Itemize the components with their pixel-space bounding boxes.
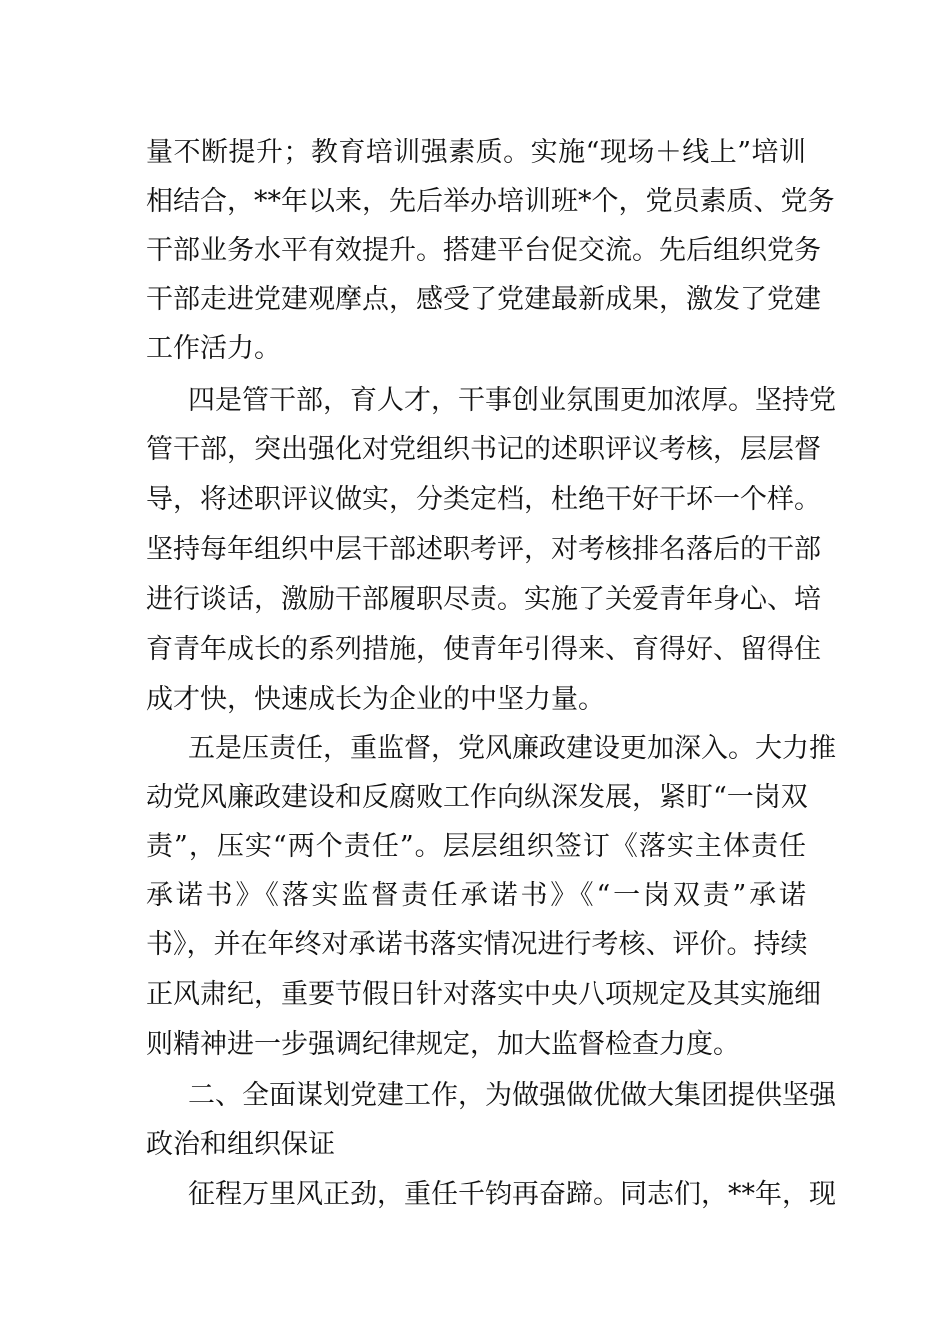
paragraph-heading-4: 四是管干部，育人才，干事创业氛围更加浓厚。坚持党	[188, 385, 836, 416]
text-line: 承诺书》《落实监督责任承诺书》《“一岗双责”承诺	[146, 880, 806, 911]
text-line: 育青年成长的系列措施，使青年引得来、育得好、留得住	[146, 634, 821, 665]
paragraph-heading-5: 五是压责任，重监督，党风廉政建设更加深入。大力推	[188, 733, 836, 764]
text-line: 工作活力。	[146, 333, 281, 364]
text-line: 量不断提升；教育培训强素质。实施“现场＋线上”培训	[146, 137, 806, 168]
text-line: 干部业务水平有效提升。搭建平台促交流。先后组织党务	[146, 235, 821, 266]
text-line: 导，将述职评议做实，分类定档，杜绝干好干坏一个样。	[146, 484, 821, 515]
text-line: 管干部，突出强化对党组织书记的述职评议考核，层层督	[146, 434, 821, 465]
text-line: 则精神进一步强调纪律规定，加大监督检查力度。	[146, 1029, 740, 1060]
section-heading: 二、全面谋划党建工作，为做强做优做大集团提供坚强	[188, 1080, 836, 1111]
text-line: 相结合，**年以来，先后举办培训班*个，党员素质、党务	[146, 186, 835, 217]
text-line: 责”，压实“两个责任”。层层组织签订《落实主体责任	[146, 831, 806, 862]
text-line: 书》，并在年终对承诺书落实情况进行考核、评价。持续	[146, 929, 808, 960]
section-heading-continued: 政治和组织保证	[146, 1129, 335, 1160]
text-line: 坚持每年组织中层干部述职考评，对考核排名落后的干部	[146, 534, 821, 565]
text-line: 动党风廉政建设和反腐败工作向纵深发展，紧盯“一岗双	[146, 782, 808, 813]
text-line: 进行谈话，激励干部履职尽责。实施了关爱青年身心、培	[146, 584, 821, 615]
text-line: 正风肃纪，重要节假日针对落实中央八项规定及其实施细	[146, 979, 821, 1010]
text-line: 征程万里风正劲，重任千钧再奋蹄。同志们，**年，现	[188, 1179, 836, 1210]
text-line: 成才快，快速成长为企业的中坚力量。	[146, 684, 605, 715]
text-line: 干部走进党建观摩点，感受了党建最新成果，激发了党建	[146, 284, 821, 315]
